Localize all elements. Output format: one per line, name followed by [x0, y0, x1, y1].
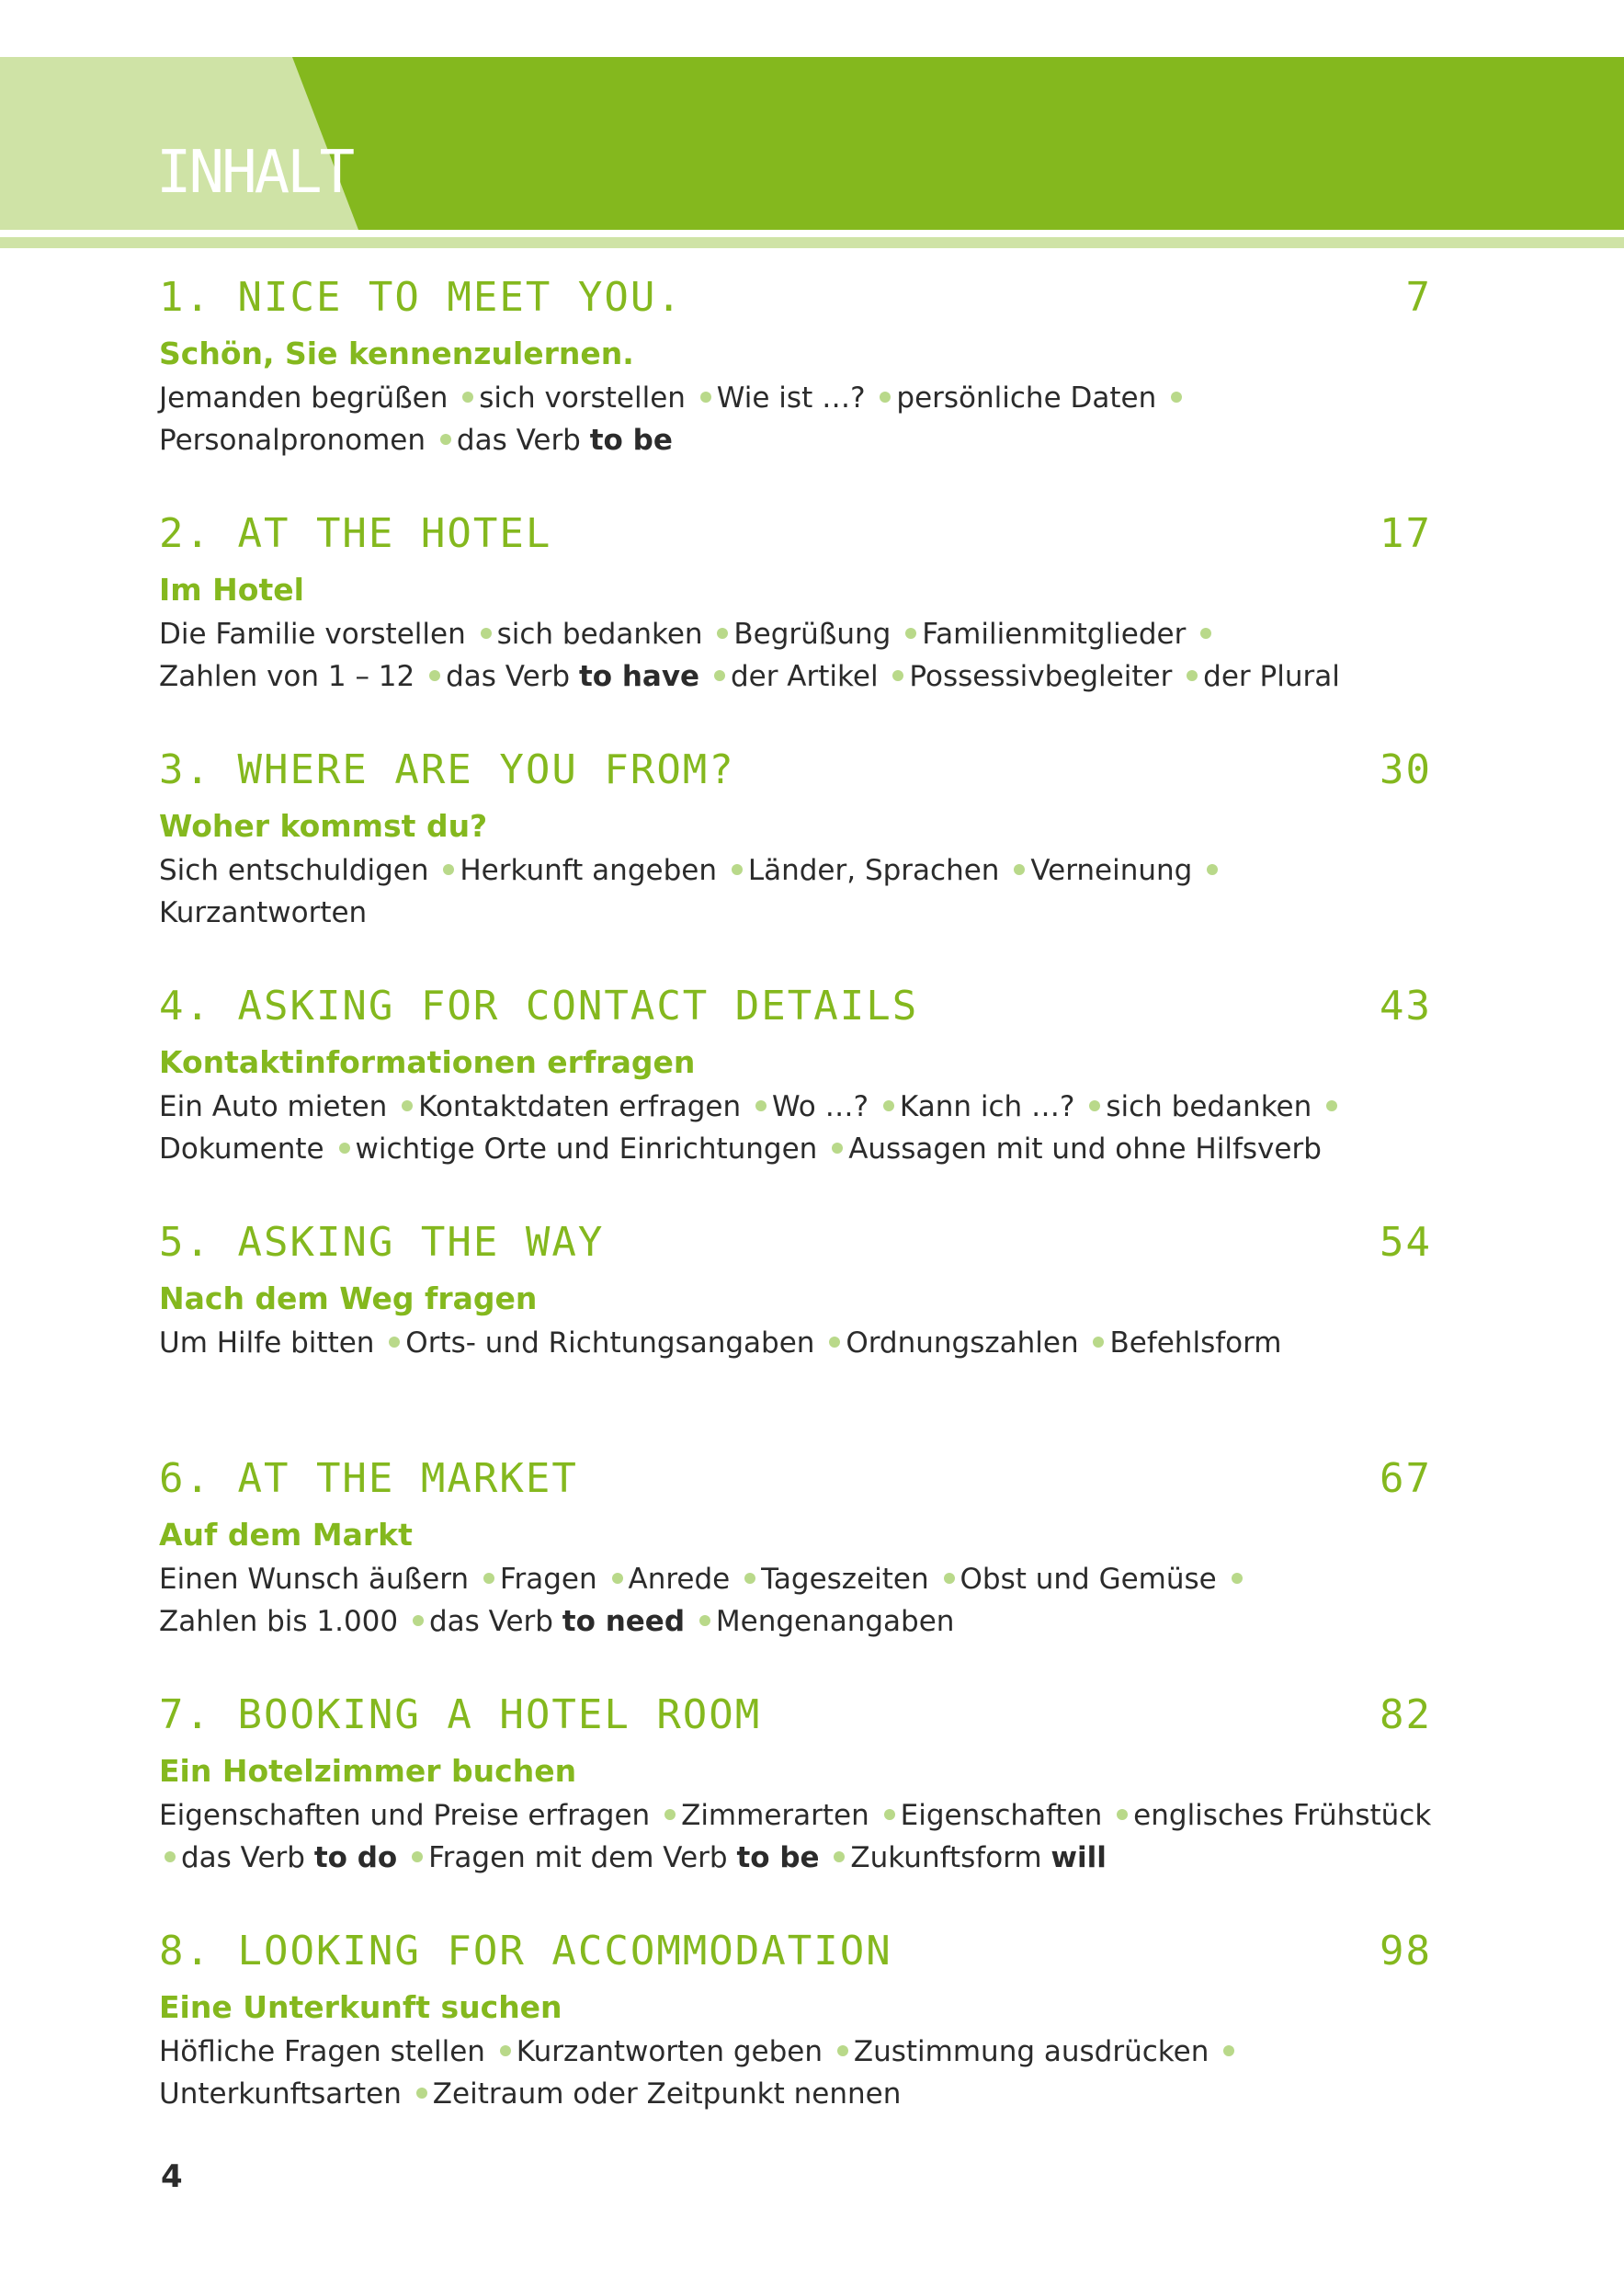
topic-item	[159, 854, 429, 887]
topic-text: Kann ich …?	[899, 1090, 1075, 1123]
bullet-dot-icon	[440, 434, 451, 445]
topic-text: Verneinung	[1030, 854, 1193, 887]
topic-text: Befehlsform	[1109, 1326, 1282, 1360]
topic-item	[159, 2035, 485, 2068]
chapter-subtitle: Eine Unterkunft suchen	[159, 1989, 562, 2025]
chapter-topics	[159, 377, 1432, 461]
chapter-topics	[159, 1558, 1432, 1643]
toc-entry	[159, 973, 1432, 1210]
chapter-subtitle: Ein Hotelzimmer buchen	[159, 1753, 577, 1789]
bullet-dot-icon	[829, 1337, 840, 1348]
topic-item	[497, 618, 703, 651]
topic-item	[446, 660, 699, 693]
bullet-dot-icon	[412, 1851, 423, 1862]
topic-text: das Verb	[428, 1605, 562, 1638]
toc-entry	[159, 737, 1432, 973]
page-number: 4	[161, 2158, 183, 2195]
bullet-dot-icon	[1200, 628, 1211, 639]
bullet-dot-icon	[832, 1143, 843, 1154]
topic-item	[716, 1605, 955, 1638]
topic-item	[159, 896, 367, 929]
topic-item	[159, 381, 448, 415]
bullet-dot-icon	[483, 1573, 494, 1584]
bullet-dot-icon	[755, 1100, 767, 1111]
topic-text: der Plural	[1203, 660, 1340, 693]
bullet-dot-icon	[1089, 1100, 1100, 1111]
bullet-dot-icon	[1326, 1100, 1337, 1111]
chapter-heading	[159, 265, 1432, 331]
bullet-dot-icon	[744, 1573, 755, 1584]
chapter-heading	[159, 1918, 1432, 1985]
topic-text: Zimmerarten	[681, 1799, 869, 1832]
topic-item	[429, 1605, 685, 1638]
toc-entry	[159, 1210, 1432, 1446]
bullet-dot-icon	[700, 392, 711, 403]
toc-entry	[159, 1918, 1432, 2155]
bullet-dot-icon	[612, 1573, 623, 1584]
chapter-subtitle: Auf dem Markt	[159, 1517, 413, 1553]
topic-item	[159, 1563, 469, 1596]
topic-item	[772, 1090, 869, 1123]
topic-text: Unterkunftsarten	[159, 2077, 402, 2111]
bullet-dot-icon	[1117, 1809, 1128, 1820]
chapter-subtitle: Woher kommst du?	[159, 808, 488, 844]
bullet-dot-icon	[664, 1809, 676, 1820]
topic-text: Eigenschaften und Preise erfragen	[159, 1799, 651, 1832]
topic-text: Höfliche Fragen stellen	[159, 2035, 485, 2068]
topic-keyword: to be	[589, 424, 673, 457]
topic-item	[1203, 660, 1340, 693]
bullet-dot-icon	[416, 2088, 427, 2099]
topic-item	[479, 381, 686, 415]
topic-item	[1106, 1090, 1312, 1123]
topic-text: sich vorstellen	[479, 381, 686, 415]
header-rule	[0, 237, 1624, 248]
bullet-dot-icon	[429, 670, 440, 681]
bullet-dot-icon	[699, 1615, 710, 1626]
topic-item	[405, 1326, 814, 1360]
topic-text: das Verb	[181, 1841, 314, 1874]
topic-item	[901, 1799, 1103, 1832]
topic-item	[457, 424, 673, 457]
topic-text: Fragen	[499, 1563, 597, 1596]
bullet-dot-icon	[1232, 1573, 1243, 1584]
chapter-title: 8. LOOKING FOR ACCOMMODATION	[159, 1928, 892, 1974]
topic-text: Fragen mit dem Verb	[428, 1841, 737, 1874]
topic-item	[428, 1841, 819, 1874]
topic-item	[517, 2035, 823, 2068]
topic-text: Zukunftsform	[850, 1841, 1051, 1874]
bullet-dot-icon	[714, 670, 725, 681]
topic-text: Obst und Gemüse	[960, 1563, 1217, 1596]
chapter-topics	[159, 1322, 1432, 1364]
bullet-dot-icon	[339, 1143, 350, 1154]
chapter-heading	[159, 737, 1432, 803]
topic-text: Zeitraum oder Zeitpunkt nennen	[432, 2077, 902, 2111]
topic-keyword: will	[1050, 1841, 1107, 1874]
chapter-topics	[159, 2031, 1432, 2115]
topic-text: das Verb	[446, 660, 579, 693]
bullet-dot-icon	[481, 628, 492, 639]
bullet-dot-icon	[1187, 670, 1198, 681]
chapter-title: 5. ASKING THE WAY	[159, 1219, 605, 1266]
topic-text: Zahlen von 1 – 12	[159, 660, 415, 693]
topic-text: Wo …?	[771, 1090, 869, 1123]
bullet-dot-icon	[884, 1809, 895, 1820]
bullet-dot-icon	[892, 670, 903, 681]
topic-item	[1109, 1326, 1281, 1360]
chapter-heading	[159, 973, 1432, 1040]
topic-item	[159, 1799, 650, 1832]
bullet-dot-icon	[883, 1100, 894, 1111]
topic-item	[460, 854, 717, 887]
topic-text: Um Hilfe bitten	[159, 1326, 375, 1360]
topic-item	[181, 1841, 397, 1874]
topic-item	[159, 1326, 374, 1360]
topic-item	[909, 660, 1172, 693]
topic-text: das Verb	[456, 424, 590, 457]
topic-item	[854, 2035, 1209, 2068]
chapter-page: 54	[1380, 1219, 1432, 1266]
topic-item	[733, 618, 891, 651]
topic-text: Begrüßung	[733, 618, 891, 651]
topic-item	[681, 1799, 869, 1832]
chapter-page: 98	[1380, 1928, 1432, 1974]
toc-entry	[159, 501, 1432, 737]
chapter-subtitle: Nach dem Weg fragen	[159, 1280, 538, 1316]
topic-item	[159, 660, 415, 693]
bullet-dot-icon	[443, 864, 454, 875]
topic-text: der Artikel	[730, 660, 879, 693]
topic-item	[433, 2077, 902, 2111]
bullet-dot-icon	[1223, 2045, 1234, 2056]
topic-text: englisches Frühstück	[1133, 1799, 1432, 1832]
topic-text: Eigenschaften	[900, 1799, 1103, 1832]
bullet-dot-icon	[717, 628, 728, 639]
bullet-dot-icon	[500, 2045, 511, 2056]
bullet-dot-icon	[732, 864, 743, 875]
topic-item	[418, 1090, 741, 1123]
topic-item	[159, 1090, 387, 1123]
topic-keyword: to be	[736, 1841, 820, 1874]
topic-text: sich bedanken	[496, 618, 703, 651]
chapter-heading	[159, 501, 1432, 567]
topic-text: Kurzantworten	[159, 896, 368, 929]
topic-item	[356, 1132, 818, 1166]
chapter-topics	[159, 1086, 1432, 1170]
bullet-dot-icon	[165, 1851, 176, 1862]
topic-text: Possessivbegleiter	[909, 660, 1173, 693]
topic-text: Kurzantworten geben	[516, 2035, 823, 2068]
chapter-page: 17	[1380, 510, 1432, 557]
topic-text: Jemanden begrüßen	[159, 381, 449, 415]
topic-item	[846, 1326, 1078, 1360]
chapter-title: 4. ASKING FOR CONTACT DETAILS	[159, 983, 919, 1030]
chapter-title: 7. BOOKING A HOTEL ROOM	[159, 1691, 762, 1738]
topic-text: Sich entschuldigen	[159, 854, 429, 887]
topic-text: Familienmitglieder	[922, 618, 1187, 651]
topic-text: persönliche Daten	[896, 381, 1157, 415]
bullet-dot-icon	[413, 1615, 424, 1626]
topic-item	[1030, 854, 1192, 887]
topic-item	[731, 660, 879, 693]
topic-text: sich bedanken	[1106, 1090, 1312, 1123]
topic-text: Wie ist …?	[716, 381, 866, 415]
bullet-dot-icon	[880, 392, 891, 403]
topic-keyword: to need	[562, 1605, 686, 1638]
topic-text: Die Familie vorstellen	[159, 618, 466, 651]
bullet-dot-icon	[905, 628, 916, 639]
topic-item	[159, 1132, 324, 1166]
topic-text: Dokumente	[159, 1132, 324, 1166]
bullet-dot-icon	[389, 1337, 400, 1348]
bullet-dot-icon	[1171, 392, 1182, 403]
bullet-dot-icon	[837, 2045, 848, 2056]
topic-item	[629, 1563, 731, 1596]
topic-item	[159, 1605, 398, 1638]
chapter-heading	[159, 1210, 1432, 1276]
bullet-dot-icon	[1093, 1337, 1104, 1348]
topic-text: Kontaktdaten erfragen	[418, 1090, 742, 1123]
topic-item	[159, 618, 466, 651]
topic-text: Länder, Sprachen	[747, 854, 1000, 887]
topic-text: Zahlen bis 1.000	[159, 1605, 399, 1638]
topic-text: Ein Auto mieten	[159, 1090, 388, 1123]
topic-item	[159, 2077, 402, 2111]
bullet-dot-icon	[1014, 864, 1025, 875]
chapter-page: 82	[1380, 1691, 1432, 1738]
topic-item	[922, 618, 1186, 651]
bullet-dot-icon	[944, 1573, 955, 1584]
topic-keyword: to do	[313, 1841, 398, 1874]
topic-text: Mengenangaben	[715, 1605, 955, 1638]
chapter-title: 3. WHERE ARE YOU FROM?	[159, 746, 735, 793]
topic-text: Ordnungszahlen	[846, 1326, 1079, 1360]
topic-item	[960, 1563, 1217, 1596]
topic-text: Zustimmung ausdrücken	[853, 2035, 1209, 2068]
topic-item	[900, 1090, 1075, 1123]
topic-keyword: to have	[578, 660, 700, 693]
chapter-subtitle: Im Hotel	[159, 572, 304, 608]
page-title: INHALT	[156, 139, 353, 207]
chapter-page: 30	[1380, 746, 1432, 793]
topic-text: wichtige Orte und Einrichtungen	[355, 1132, 818, 1166]
chapter-page: 7	[1405, 274, 1432, 321]
chapter-heading	[159, 1446, 1432, 1512]
chapter-page: 67	[1380, 1455, 1432, 1502]
bullet-dot-icon	[402, 1100, 413, 1111]
chapter-subtitle: Schön, Sie kennenzulernen.	[159, 336, 634, 371]
toc-entry	[159, 1446, 1432, 1682]
table-of-contents	[159, 265, 1432, 2155]
chapter-title: 2. AT THE HOTEL	[159, 510, 552, 557]
chapter-heading	[159, 1682, 1432, 1748]
toc-entry	[159, 1682, 1432, 1918]
bullet-dot-icon	[834, 1851, 845, 1862]
toc-entry	[159, 265, 1432, 501]
topic-text: Anrede	[628, 1563, 731, 1596]
topic-item	[761, 1563, 929, 1596]
topic-item	[717, 381, 866, 415]
bullet-dot-icon	[462, 392, 473, 403]
chapter-title: 6. AT THE MARKET	[159, 1455, 578, 1502]
chapter-topics	[159, 1794, 1432, 1879]
chapter-page: 43	[1380, 983, 1432, 1030]
topic-item	[500, 1563, 597, 1596]
topic-text: Personalpronomen	[159, 424, 426, 457]
topic-text: Tageszeiten	[761, 1563, 929, 1596]
topic-item	[159, 424, 426, 457]
topic-item	[848, 1132, 1322, 1166]
topic-item	[850, 1841, 1107, 1874]
chapter-title: 1. NICE TO MEET YOU.	[159, 274, 683, 321]
bullet-dot-icon	[1207, 864, 1218, 875]
topic-text: Einen Wunsch äußern	[159, 1563, 470, 1596]
topic-text: Aussagen mit und ohne Hilfsverb	[848, 1132, 1322, 1166]
topic-item	[1133, 1799, 1431, 1832]
chapter-topics	[159, 613, 1432, 698]
chapter-topics	[159, 849, 1432, 934]
chapter-subtitle: Kontaktinformationen erfragen	[159, 1044, 696, 1080]
topic-item	[896, 381, 1156, 415]
topic-item	[748, 854, 1000, 887]
topic-text: Orts- und Richtungsangaben	[405, 1326, 815, 1360]
topic-text: Herkunft angeben	[460, 854, 717, 887]
